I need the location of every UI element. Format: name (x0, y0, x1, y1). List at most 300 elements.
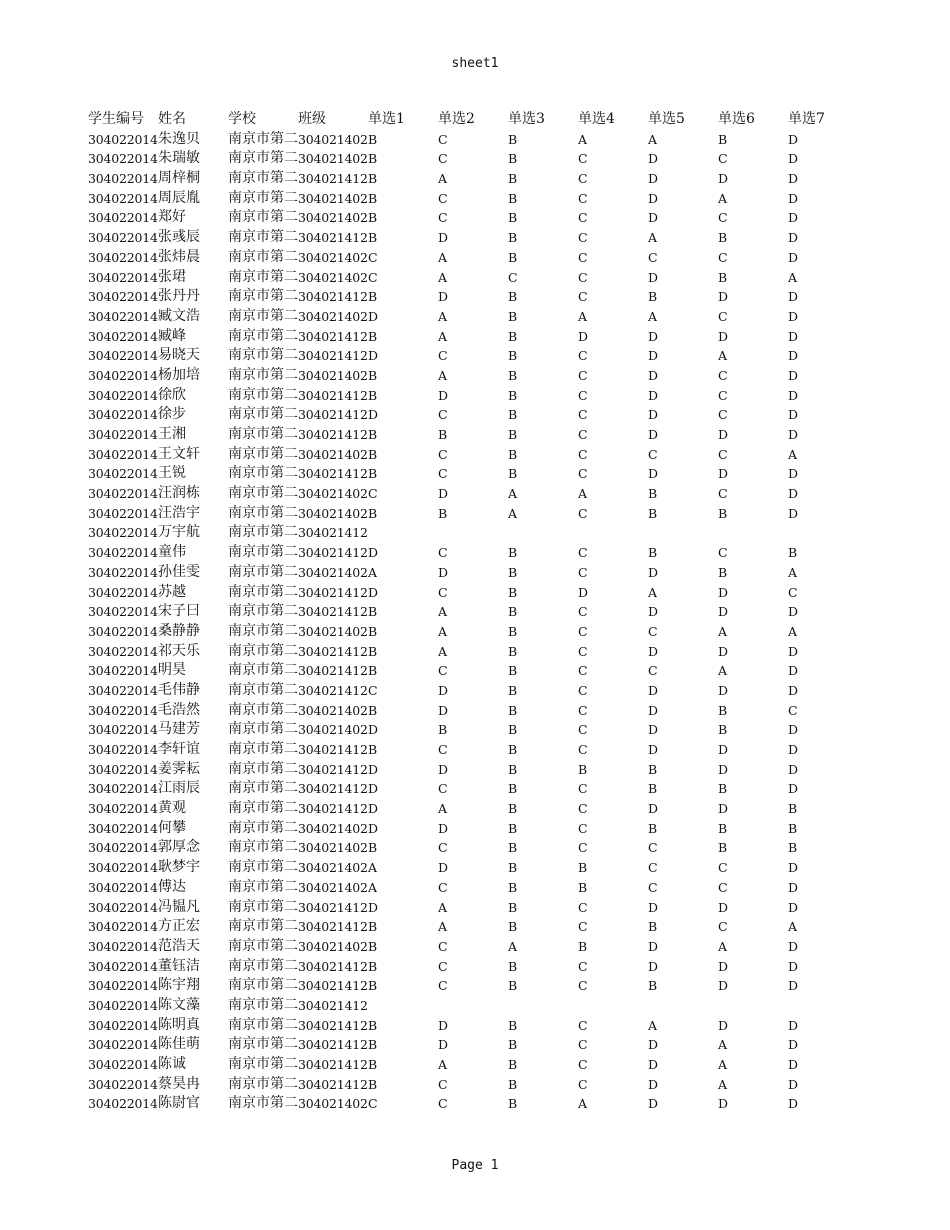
student-id-cell: 304022014 (88, 1037, 158, 1053)
school-cell: 南京市第二 (228, 406, 298, 423)
table-row (88, 228, 868, 248)
answer-cell-q2: A (438, 643, 447, 659)
answer-cell-q5: D (648, 427, 658, 442)
answer-cell-q5: D (648, 742, 658, 757)
class-cell: 304021412 (298, 604, 368, 620)
answer-cell-q4: B (578, 860, 587, 876)
header-name: 姓名 (158, 111, 186, 127)
answer-cell-q5: D (648, 604, 658, 620)
answer-cell-q2: C (438, 446, 448, 462)
answer-cell-q6: C (718, 367, 728, 383)
school-cell: 南京市第二 (228, 662, 298, 679)
answer-cell-q5: D (648, 151, 658, 167)
answer-cell-q7: D (788, 643, 798, 659)
answer-cell-q6: C (718, 249, 728, 265)
student-name-cell: 王文轩 (158, 445, 200, 462)
answer-cell-q3: C (508, 269, 518, 285)
school-cell: 南京市第二 (228, 366, 298, 383)
answer-cell-q2: D (438, 230, 448, 246)
answer-cell-q7: D (788, 348, 798, 364)
student-id-cell: 304022014 (88, 899, 158, 915)
school-cell: 南京市第二 (228, 839, 298, 856)
school-cell: 南京市第二 (228, 681, 298, 698)
table-row (88, 346, 868, 366)
answer-cell-q3: B (508, 1057, 517, 1072)
answer-cell-q2: A (438, 919, 447, 935)
class-cell: 304021412 (298, 525, 368, 541)
answer-cell-q3: B (508, 702, 517, 718)
class-cell: 304021412 (298, 978, 368, 994)
answer-cell-q2: D (438, 702, 448, 718)
table-row (88, 208, 868, 228)
student-id-cell: 304022014 (88, 919, 158, 935)
class-cell: 304021412 (298, 958, 368, 974)
answer-cell-q6: D (718, 1017, 728, 1033)
answer-cell-q2: B (438, 505, 447, 521)
answer-cell-q3: B (508, 249, 517, 265)
class-cell: 304021402 (298, 269, 368, 285)
class-cell: 304021402 (298, 190, 368, 206)
answer-cell-q6: D (718, 427, 728, 442)
answer-cell-q7: D (788, 466, 798, 482)
school-cell: 南京市第二 (228, 1016, 298, 1033)
class-cell: 304021412 (298, 1037, 368, 1053)
answer-cell-q5: D (648, 702, 658, 718)
answer-cell-q1: B (368, 643, 377, 659)
answer-cell-q3: B (508, 958, 517, 974)
answer-cell-q7: D (788, 879, 798, 895)
header-q2: 单选2 (438, 111, 475, 127)
answer-cell-q7: B (788, 545, 797, 561)
answer-cell-q5: B (648, 820, 657, 836)
table-row (88, 189, 868, 209)
student-id-cell: 304022014 (88, 190, 158, 206)
class-cell: 304021412 (298, 742, 368, 757)
student-id-cell: 304022014 (88, 722, 158, 738)
school-cell: 南京市第二 (228, 386, 298, 403)
student-id-cell: 304022014 (88, 387, 158, 403)
school-cell: 南京市第二 (228, 800, 298, 817)
class-cell: 304021402 (298, 446, 368, 462)
table-row (88, 563, 868, 583)
table-row (88, 523, 868, 543)
answer-cell-q3: B (508, 545, 517, 561)
answer-cell-q7: D (788, 249, 798, 265)
student-id-cell: 304022014 (88, 210, 158, 226)
answer-cell-q7: D (788, 860, 798, 876)
answer-cell-q6: B (718, 722, 727, 738)
answer-cell-q5: D (648, 466, 658, 482)
answer-cell-q5: C (648, 623, 658, 639)
student-name-cell: 李轩谊 (158, 741, 200, 757)
student-id-cell: 304022014 (88, 958, 158, 974)
table-body (88, 130, 868, 1114)
student-id-cell: 304022014 (88, 407, 158, 423)
table-row (88, 366, 868, 386)
answer-cell-q7: D (788, 407, 798, 423)
class-cell: 304021402 (298, 486, 368, 502)
answer-cell-q6: A (718, 938, 727, 954)
answer-cell-q1: C (368, 269, 378, 285)
answer-cell-q3: B (508, 840, 517, 856)
class-cell: 304021412 (298, 407, 368, 423)
student-name-cell: 江雨辰 (158, 780, 200, 797)
table-row (88, 543, 868, 563)
answer-cell-q2 (438, 523, 508, 543)
answer-cell-q4: C (578, 1017, 588, 1033)
answer-cell-q4 (578, 996, 648, 1016)
student-id-cell: 304022014 (88, 879, 158, 895)
answer-cell-q2: C (438, 742, 448, 757)
class-cell: 304021402 (298, 367, 368, 383)
table-row (88, 386, 868, 406)
table-row (88, 878, 868, 898)
answer-cell-q4: B (578, 761, 587, 777)
answer-cell-q1: D (368, 820, 378, 836)
student-name-cell: 朱逸贝 (158, 130, 200, 147)
answer-cell-q1: B (368, 840, 377, 856)
answer-cell-q3: B (508, 663, 517, 679)
answer-cell-q5: A (648, 230, 657, 246)
answer-cell-q7: C (788, 584, 798, 600)
answer-cell-q6: B (718, 702, 727, 718)
school-cell: 南京市第二 (228, 524, 298, 541)
header-q7: 单选7 (788, 111, 825, 127)
answer-cell-q3: B (508, 1076, 517, 1092)
answer-cell-q7: D (788, 1037, 798, 1053)
answer-cell-q3: B (508, 190, 517, 206)
school-cell: 南京市第二 (228, 268, 298, 285)
answer-cell-q7: D (788, 505, 798, 521)
answer-cell-q7: D (788, 486, 798, 502)
school-cell: 南京市第二 (228, 996, 298, 1013)
class-cell: 304021412 (298, 899, 368, 915)
answer-cell-q1: B (368, 289, 377, 305)
answer-cell-q2: A (438, 604, 447, 620)
answer-cell-q4: C (578, 958, 588, 974)
answer-cell-q2: B (438, 722, 447, 738)
answer-cell-q3: B (508, 801, 517, 817)
answer-cell-q5: A (648, 1017, 657, 1033)
answer-cell-q6: B (718, 781, 727, 797)
school-cell: 南京市第二 (228, 760, 298, 777)
answer-cell-q4: C (578, 564, 588, 580)
student-name-cell: 祁天乐 (158, 642, 200, 659)
student-name-cell: 杨加培 (158, 366, 200, 383)
answer-cell-q6: D (718, 742, 728, 757)
student-name-cell: 臧文浩 (158, 307, 200, 324)
school-cell: 南京市第二 (228, 721, 298, 738)
answer-cell-q5: D (648, 190, 658, 206)
answer-cell-q5: D (648, 1057, 658, 1072)
answer-cell-q2: A (438, 623, 447, 639)
answer-cell-q6: C (718, 545, 728, 561)
answer-cell-q6: C (718, 860, 728, 876)
table-row (88, 976, 868, 996)
answer-cell-q4: C (578, 269, 588, 285)
answer-cell-q7: D (788, 604, 798, 620)
answer-cell-q2: C (438, 938, 448, 954)
answer-cell-q6 (718, 996, 788, 1016)
class-cell: 304021402 (298, 938, 368, 954)
class-cell: 304021402 (298, 820, 368, 836)
student-id-cell: 304022014 (88, 623, 158, 639)
answer-cell-q2: C (438, 840, 448, 856)
student-name-cell: 陈文藻 (158, 996, 200, 1013)
answer-cell-q5: B (648, 919, 657, 935)
student-id-cell: 304022014 (88, 427, 158, 442)
answer-cell-q1: A (368, 879, 377, 895)
answer-cell-q5: C (648, 860, 658, 876)
student-id-cell: 304022014 (88, 781, 158, 797)
student-name-cell: 傅达 (158, 878, 186, 895)
answer-cell-q1: C (368, 682, 378, 698)
class-cell: 304021402 (298, 702, 368, 718)
student-name-cell: 方正宏 (158, 918, 200, 935)
student-name-cell: 姜霁耘 (158, 760, 200, 777)
answer-cell-q4: C (578, 722, 588, 738)
answer-cell-q4: C (578, 702, 588, 718)
school-cell: 南京市第二 (228, 445, 298, 462)
answer-cell-q1 (368, 523, 438, 543)
answer-cell-q6: B (718, 131, 727, 147)
class-cell: 304021402 (298, 722, 368, 738)
answer-cell-q1: B (368, 446, 377, 462)
student-name-cell: 徐欣 (158, 386, 186, 403)
answer-cell-q2: D (438, 860, 448, 876)
answer-cell-q6: C (718, 151, 728, 167)
answer-cell-q4: A (578, 1096, 587, 1112)
answer-cell-q4: C (578, 171, 588, 187)
answer-cell-q3: B (508, 899, 517, 915)
answer-cell-q5: C (648, 446, 658, 462)
answer-cell-q1: A (368, 564, 377, 580)
student-id-cell: 304022014 (88, 249, 158, 265)
answer-cell-q1: B (368, 190, 377, 206)
school-cell: 南京市第二 (228, 563, 298, 580)
answer-cell-q3: B (508, 348, 517, 364)
table-row (88, 917, 868, 937)
answer-cell-q7: D (788, 328, 798, 344)
answer-cell-q6: D (718, 801, 728, 817)
answer-cell-q4: C (578, 682, 588, 698)
student-name-cell: 张彧辰 (158, 229, 200, 246)
answer-cell-q7: D (788, 978, 798, 994)
answer-cell-q6: A (718, 1076, 727, 1092)
answer-cell-q2: A (438, 801, 447, 817)
student-name-cell: 范浩天 (158, 937, 200, 954)
answer-cell-q5: D (648, 348, 658, 364)
student-name-cell: 张珺 (158, 268, 186, 285)
answer-cell-q6 (718, 523, 788, 543)
answer-cell-q6: C (718, 210, 728, 226)
answer-cell-q3: A (508, 505, 517, 521)
answer-cell-q1: B (368, 1076, 377, 1092)
school-cell: 南京市第二 (228, 307, 298, 324)
answer-cell-q5: D (648, 682, 658, 698)
answer-cell-q3: B (508, 682, 517, 698)
school-cell: 南京市第二 (228, 1075, 298, 1092)
answer-cell-q2: D (438, 1017, 448, 1033)
answer-cell-q6: D (718, 899, 728, 915)
answer-cell-q4: C (578, 1057, 588, 1072)
class-cell: 304021402 (298, 1096, 368, 1112)
student-id-cell: 304022014 (88, 742, 158, 757)
school-cell: 南京市第二 (228, 622, 298, 639)
school-cell: 南京市第二 (228, 465, 298, 482)
answer-cell-q2: C (438, 1076, 448, 1092)
answer-cell-q5: B (648, 781, 657, 797)
header-q6: 单选6 (718, 111, 755, 127)
answer-cell-q1: B (368, 978, 377, 994)
answer-cell-q7: A (788, 623, 797, 639)
table-row (88, 937, 868, 957)
answer-cell-q7: D (788, 210, 798, 226)
answer-cell-q4: C (578, 604, 588, 620)
school-cell: 南京市第二 (228, 977, 298, 994)
answer-cell-q1: B (368, 1037, 377, 1053)
student-name-cell: 周辰胤 (158, 189, 200, 206)
table-row (88, 681, 868, 701)
answer-cell-q2: C (438, 879, 448, 895)
class-cell: 304021402 (298, 564, 368, 580)
answer-cell-q3: B (508, 230, 517, 246)
student-name-cell: 孙佳雯 (158, 563, 200, 580)
table-row (88, 858, 868, 878)
table-header-row (88, 110, 868, 130)
answer-cell-q7: D (788, 387, 798, 403)
answer-cell-q5: D (648, 722, 658, 738)
student-name-cell: 王锐 (158, 465, 186, 482)
answer-cell-q6: D (718, 761, 728, 777)
school-cell: 南京市第二 (228, 426, 298, 442)
answer-cell-q3: B (508, 308, 517, 324)
answer-cell-q3 (508, 996, 578, 1016)
answer-cell-q4: C (578, 387, 588, 403)
student-id-cell: 304022014 (88, 978, 158, 994)
answer-cell-q5: D (648, 171, 658, 187)
answer-cell-q3: B (508, 171, 517, 187)
answer-cell-q3: B (508, 151, 517, 167)
table-row (88, 130, 868, 150)
answer-cell-q5: D (648, 269, 658, 285)
answer-cell-q3: B (508, 407, 517, 423)
student-name-cell: 朱瑞敏 (158, 150, 200, 167)
header-q4: 单选4 (578, 111, 615, 127)
table-row (88, 701, 868, 721)
student-name-cell: 董钰洁 (158, 957, 200, 974)
answer-cell-q1: D (368, 545, 378, 561)
answer-cell-q6: C (718, 446, 728, 462)
school-cell: 南京市第二 (228, 701, 298, 718)
class-cell: 304021412 (298, 289, 368, 305)
student-id-cell: 304022014 (88, 702, 158, 718)
answer-cell-q2: C (438, 131, 448, 147)
school-cell: 南京市第二 (228, 130, 298, 147)
answer-cell-q4: C (578, 190, 588, 206)
answer-cell-q6: A (718, 1037, 727, 1053)
table-row (88, 464, 868, 484)
table-row (88, 898, 868, 918)
answer-cell-q4: A (578, 131, 587, 147)
student-name-cell: 蔡昊冉 (158, 1075, 200, 1092)
answer-cell-q7: D (788, 367, 798, 383)
answer-cell-q4: C (578, 407, 588, 423)
answer-cell-q4: C (578, 505, 588, 521)
student-id-cell: 304022014 (88, 308, 158, 324)
answer-cell-q4: C (578, 249, 588, 265)
answer-cell-q5: D (648, 210, 658, 226)
class-cell: 304021402 (298, 210, 368, 226)
answer-cell-q6: D (718, 289, 728, 305)
answer-cell-q5 (648, 523, 718, 543)
student-id-cell: 304022014 (88, 525, 158, 541)
answer-cell-q4: C (578, 742, 588, 757)
answer-cell-q7 (788, 523, 858, 543)
answer-cell-q4: B (578, 879, 587, 895)
answer-cell-q6: D (718, 171, 728, 187)
answer-cell-q1: D (368, 584, 378, 600)
answer-cell-q1: B (368, 663, 377, 679)
answer-cell-q4: C (578, 289, 588, 305)
table-row (88, 504, 868, 524)
school-cell: 南京市第二 (228, 150, 298, 167)
student-name-cell: 张丹丹 (158, 288, 200, 305)
answer-cell-q7: D (788, 190, 798, 206)
answer-cell-q5: D (648, 958, 658, 974)
student-name-cell: 郭厚念 (158, 839, 200, 856)
class-cell: 304021412 (298, 643, 368, 659)
answer-cell-q7: D (788, 1096, 798, 1112)
answer-cell-q5: A (648, 308, 657, 324)
table-row (88, 602, 868, 622)
answer-cell-q2: A (438, 899, 447, 915)
student-id-cell: 304022014 (88, 171, 158, 187)
answer-cell-q3: B (508, 446, 517, 462)
student-name-cell: 郑好 (158, 209, 186, 226)
answer-cell-q5: B (648, 486, 657, 502)
answer-cell-q2: D (438, 486, 448, 502)
school-cell: 南京市第二 (228, 327, 298, 344)
school-cell: 南京市第二 (228, 209, 298, 226)
answer-cell-q1: C (368, 249, 378, 265)
table-row (88, 169, 868, 189)
answer-cell-q6: C (718, 879, 728, 895)
answer-cell-q7: D (788, 289, 798, 305)
answer-cell-q1: D (368, 761, 378, 777)
class-cell: 304021402 (298, 860, 368, 876)
class-cell: 304021412 (298, 328, 368, 344)
answer-cell-q5: D (648, 367, 658, 383)
answer-cell-q1: B (368, 210, 377, 226)
student-name-cell: 汪浩宇 (158, 504, 200, 521)
school-cell: 南京市第二 (228, 937, 298, 954)
student-name-cell: 周梓桐 (158, 170, 200, 187)
answer-cell-q7: D (788, 761, 798, 777)
answer-cell-q7: A (788, 269, 797, 285)
student-id-cell: 304022014 (88, 860, 158, 876)
school-cell: 南京市第二 (228, 1095, 298, 1112)
answer-cell-q1: D (368, 407, 378, 423)
answer-cell-q1: B (368, 427, 377, 442)
answer-cell-q6: B (718, 505, 727, 521)
answer-cell-q4: C (578, 919, 588, 935)
student-name-cell: 陈诚 (158, 1056, 186, 1072)
answer-cell-q6: C (718, 407, 728, 423)
student-id-cell: 304022014 (88, 801, 158, 817)
answer-cell-q2: C (438, 1096, 448, 1112)
student-id-cell: 304022014 (88, 761, 158, 777)
